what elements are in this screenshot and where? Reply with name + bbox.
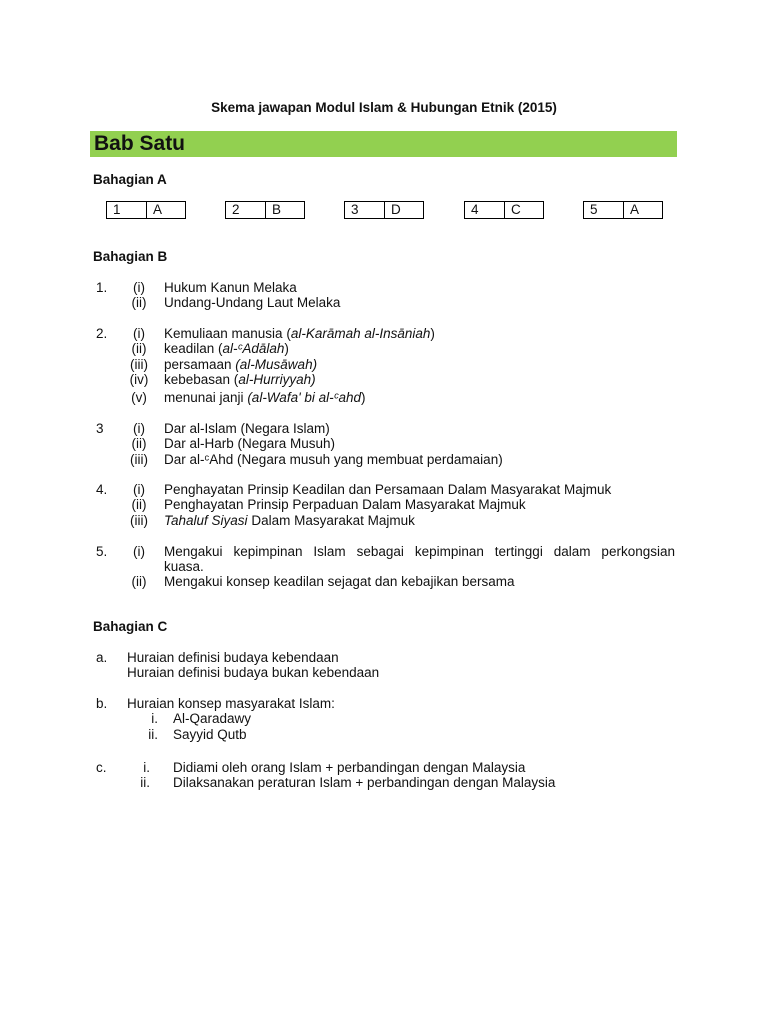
roman-numeral: (iv) — [129, 372, 149, 387]
roman-numeral: (i) — [133, 326, 145, 341]
roman-numeral: i. — [151, 711, 158, 726]
answer-text: Dar al-ᶜAhd (Negara musuh yang membuat perdamaian) — [164, 452, 503, 467]
section-a-heading: Bahagian A — [93, 172, 167, 187]
answer-box — [225, 201, 305, 219]
text-part: Kemuliaan manusia ( — [164, 326, 291, 341]
answer-text — [164, 390, 366, 406]
roman-numeral: (iii) — [130, 357, 148, 372]
roman-numeral: (i) — [133, 280, 145, 295]
roman-numeral: ii. — [140, 775, 150, 790]
arabic-term: al-Hurriyyah) — [238, 372, 316, 387]
answer-box — [344, 201, 424, 219]
list-item — [0, 357, 768, 373]
item-label: c. — [96, 760, 107, 775]
list-item — [0, 665, 768, 681]
answer-value: A — [630, 202, 640, 217]
question-number: 3 — [96, 421, 104, 436]
question-number: 4. — [96, 482, 108, 497]
list-item — [0, 295, 768, 311]
list-item — [0, 574, 768, 590]
answer-text: Didiami oleh orang Islam + perbandingan dengan Malaysia — [173, 760, 526, 775]
answer-text — [164, 341, 289, 357]
question-number: 2. — [96, 326, 108, 341]
roman-numeral: (ii) — [131, 341, 147, 356]
answer-text: Al-Qaradawy — [173, 711, 252, 726]
answer-text — [164, 326, 435, 342]
list-item — [0, 650, 768, 666]
roman-numeral: (i) — [133, 421, 145, 436]
section-b-heading: Bahagian B — [93, 249, 168, 264]
answer-text: Huraian definisi budaya bukan kebendaan — [127, 665, 380, 680]
answer-text: Penghayatan Prinsip Perpaduan Dalam Masyarakat Majmuk — [164, 497, 526, 512]
list-item — [0, 280, 768, 296]
roman-numeral: (ii) — [131, 436, 147, 451]
text-part: ) — [361, 390, 366, 405]
list-item — [0, 421, 768, 437]
answer-text: Huraian konsep masyarakat Islam: — [127, 696, 335, 711]
answer-number: 4 — [465, 202, 505, 218]
answer-text: Mengakui konsep keadilan sejagat dan kebajikan bersama — [164, 574, 515, 589]
list-item — [0, 559, 768, 575]
list-item — [0, 775, 768, 791]
answer-text: Penghayatan Prinsip Keadilan dan Persamaan Dalam Masyarakat Majmuk — [164, 482, 612, 497]
list-item — [0, 372, 768, 388]
answer-text: Dilaksanakan peraturan Islam + perbandingan dengan Malaysia — [173, 775, 556, 790]
arabic-term: al-Karāmah al-Insāniah — [290, 326, 431, 341]
answer-text: Dar al-Harb (Negara Musuh) — [164, 436, 336, 451]
answer-text: Mengakui kepimpinan Islam sebagai kepimpinan tertinggi dalam perkongsian — [164, 544, 675, 559]
question-number: 5. — [96, 544, 108, 559]
answer-text: Dar al-Islam (Negara Islam) — [164, 421, 330, 436]
answer-text: Huraian definisi budaya kebendaan — [127, 650, 339, 665]
list-item — [0, 544, 768, 560]
answer-number: 3 — [345, 202, 385, 218]
answer-box — [106, 201, 186, 219]
answer-value: B — [272, 202, 282, 217]
answer-box — [583, 201, 663, 219]
list-item — [0, 696, 768, 712]
answer-text: Sayyid Qutb — [173, 727, 247, 742]
arabic-term: al-ᶜAdālah — [222, 341, 285, 356]
answer-number: 5 — [584, 202, 624, 218]
roman-numeral: ii. — [148, 727, 158, 742]
list-item — [0, 482, 768, 498]
text-part: ) — [284, 341, 289, 356]
answer-value: D — [391, 202, 401, 217]
answer-text-continued: kuasa. — [164, 559, 204, 574]
answer-text: Hukum Kanun Melaka — [164, 280, 297, 295]
roman-numeral: (ii) — [131, 497, 147, 512]
list-item — [0, 760, 768, 776]
list-item — [0, 390, 768, 406]
item-label: b. — [96, 696, 108, 711]
answer-text — [164, 357, 317, 373]
list-item — [0, 326, 768, 342]
arabic-term: Tahaluf Siyasi — [164, 513, 248, 528]
document-title: Skema jawapan Modul Islam & Hubungan Etnik (2015) — [211, 100, 557, 115]
list-item — [0, 341, 768, 357]
list-item — [0, 497, 768, 513]
roman-numeral: (i) — [133, 482, 145, 497]
roman-numeral: (i) — [133, 544, 145, 559]
question-number: 1. — [96, 280, 108, 295]
item-label: a. — [96, 650, 108, 665]
text-part: Dalam Masyarakat Majmuk — [247, 513, 415, 528]
roman-numeral: i. — [143, 760, 150, 775]
arabic-term: (al-Wafa' bi al-ᶜahd — [247, 390, 362, 405]
answer-text: Undang-Undang Laut Melaka — [164, 295, 341, 310]
roman-numeral: (v) — [131, 390, 147, 405]
section-c-heading: Bahagian C — [93, 619, 168, 634]
text-part: kebebasan ( — [164, 372, 239, 387]
text-part: ) — [430, 326, 435, 341]
roman-numeral: (iii) — [130, 452, 148, 467]
roman-numeral: (iii) — [130, 513, 148, 528]
roman-numeral: (ii) — [131, 574, 147, 589]
text-part: menunai janji — [164, 390, 248, 405]
list-item — [0, 513, 768, 529]
answer-number: 2 — [226, 202, 266, 218]
text-part: persamaan — [164, 357, 236, 372]
answer-value: C — [511, 202, 521, 217]
answer-box — [464, 201, 544, 219]
roman-numeral: (ii) — [131, 295, 147, 310]
chapter-title: Bab Satu — [94, 132, 186, 155]
arabic-term: (al-Musāwah) — [235, 357, 318, 372]
text-part: keadilan ( — [164, 341, 223, 356]
chapter-banner — [90, 131, 677, 157]
list-item — [0, 436, 768, 452]
answer-value: A — [153, 202, 163, 217]
list-item — [0, 452, 768, 468]
answer-text — [164, 372, 316, 388]
list-item — [0, 711, 768, 727]
answer-number: 1 — [107, 202, 147, 218]
answer-text — [164, 513, 415, 529]
list-item — [0, 727, 768, 743]
